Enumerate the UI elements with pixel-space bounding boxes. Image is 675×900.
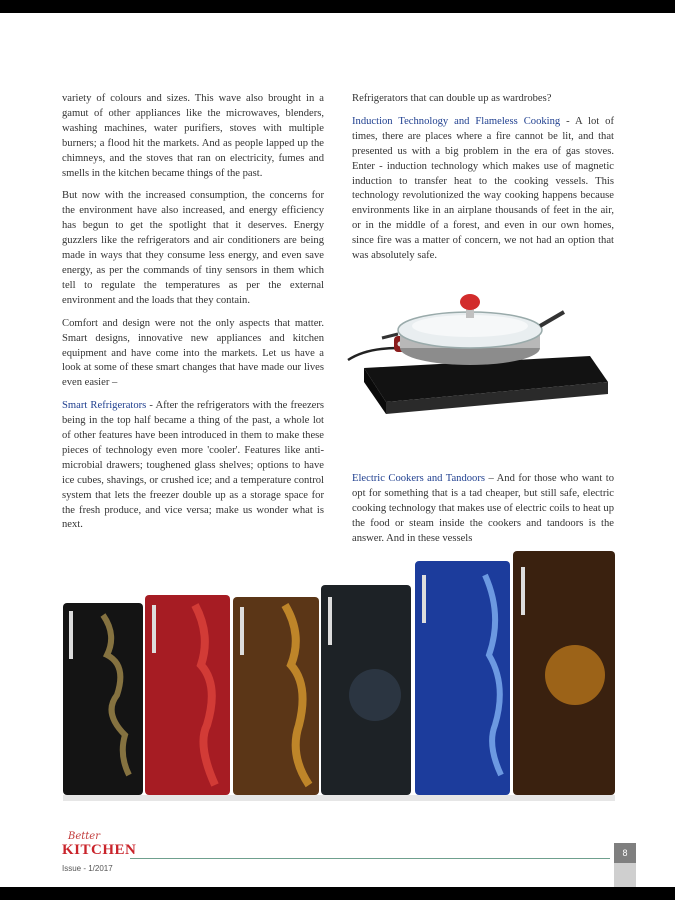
- logo-main-text: KITCHEN: [62, 842, 137, 858]
- smart-refrigerators-heading: Smart Refrigerators: [62, 400, 147, 412]
- refrigerators-image: [55, 545, 620, 815]
- page-number: 8: [614, 843, 636, 863]
- left-paragraph-4: [62, 399, 324, 533]
- right-text-column-upper: [352, 92, 614, 272]
- left-text-column: [62, 92, 324, 541]
- smart-refrigerators-body: - After the refrigerators with the freezers being in the top half became a thing of the past, a whole lot of other features have been introduced in them to make these pieces of technology even more 'cooler'. Features like anti-microbial drawers; toughened glass shelves; options to have ice cubes, shavings, or crushed ice; and a temperature control system that lets the freezer double up as a storage space for the fresh produce, and vice versa; make us wonder what is next.: [62, 400, 324, 531]
- page-number-shade: [614, 863, 636, 887]
- induction-heading: Induction Technology and Flameless Cooking: [352, 115, 561, 127]
- induction-cooktop-image: [346, 290, 614, 440]
- logo-script-text: Better: [68, 831, 101, 842]
- bottom-black-bar: [0, 887, 675, 900]
- right-paragraph-0: Refrigerators that can double up as wardrobes?: [352, 93, 552, 104]
- footer-rule: [130, 858, 610, 859]
- left-paragraph-3: Comfort and design were not the only aspects that matter. Smart designs, innovative new appliances and kitchen equipment and have come into the markets. Let us have a look at some of these smart changes that have made our lives even easier –: [62, 317, 324, 389]
- right-paragraph-2: [352, 472, 614, 547]
- electric-cookers-heading: Electric Cookers and Tandoors: [352, 473, 486, 484]
- left-paragraph-1: variety of colours and sizes. This wave also brought in a gamut of other appliances like the microwaves, blenders, washing machines, water purifiers, stoves with multiple burners; a flood hit the markets. And as people lapped up the chimneys, and the stoves that ran on electricity, fumes and smells in the kitchen became things of the past.: [62, 93, 324, 179]
- top-black-bar: [0, 0, 675, 13]
- issue-label: Issue - 1/2017: [62, 864, 113, 873]
- electric-cookers-body: – And for those who want to opt for something that is a tad cheaper, but still safe, electric cooking technology that makes use of electric coils to heat up the food or steam inside the cookers and tandoors is the answer. And in these vessels: [352, 473, 614, 544]
- left-paragraph-2: But now with the increased consumption, the concerns for the environment have also increased, and energy efficiency has begun to get the spotlight that it deserves. Energy guzzlers like the refrigerators and air conditioners are being made in ways that they consume less energy, and even save energy, as per the commands of tiny sensors in them which tell to regulate the temperatures as per the external environment and the loads that they contain.: [62, 190, 324, 306]
- right-text-column-lower: [352, 472, 614, 555]
- right-paragraph-1: [352, 115, 614, 264]
- induction-body: - A lot of times, there are places where a fire cannot be lit, and that presented us with a big problem in the era of gas stoves. Enter - induction technology which makes use of magnetic induction to transfer heat to the cooking vessels. This technology revolutionized the way cooking happens because environments like in an airplane thousands of feet in the air, or in the middle of a forest, and even in our own homes, since fire was a matter of concern, we not had an option that was absolutely safe.: [352, 115, 614, 262]
